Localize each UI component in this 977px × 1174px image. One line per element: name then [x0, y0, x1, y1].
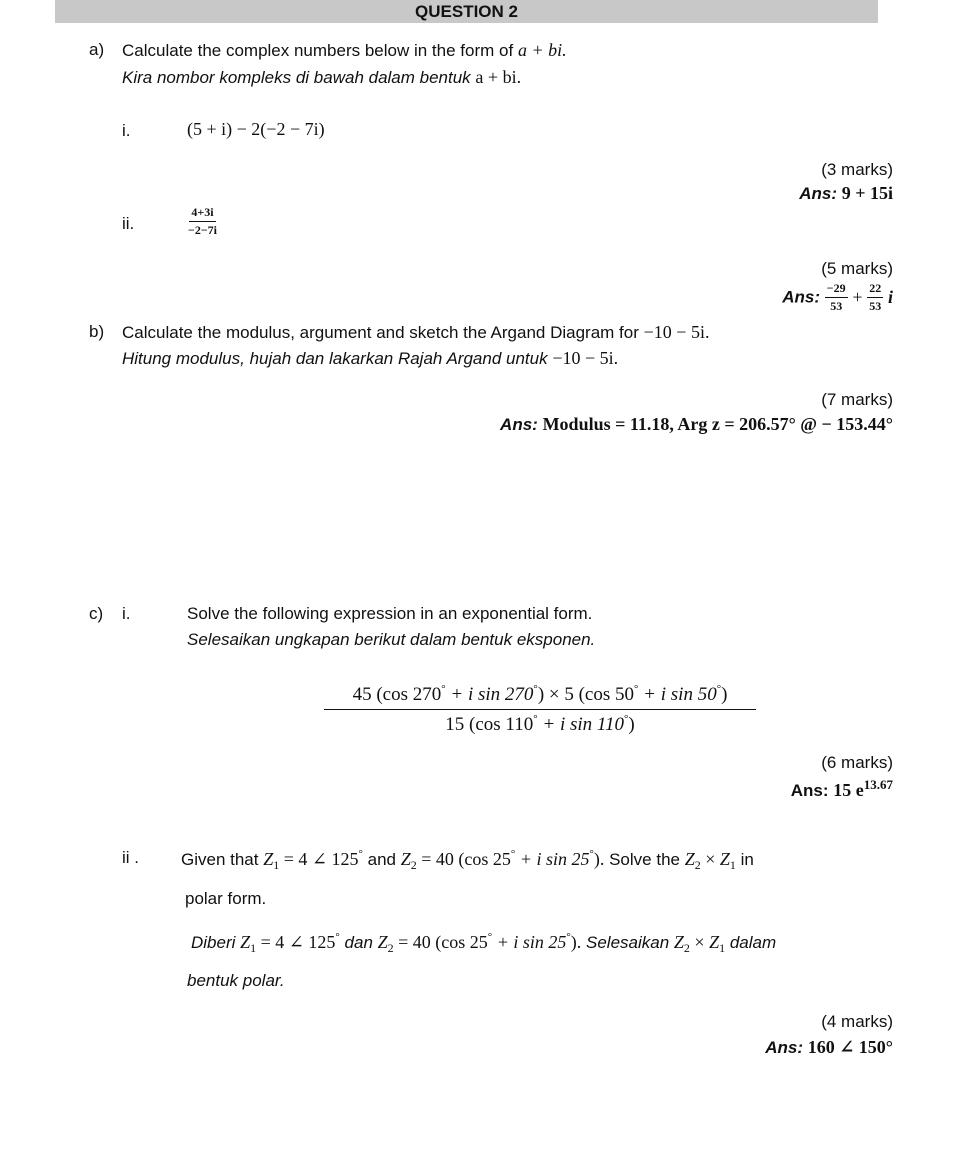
- part-b-instruction-my: [122, 348, 618, 369]
- part-a-form-expr-my: a + bi.: [475, 67, 522, 87]
- part-a-form-expr: a + bi.: [517, 40, 567, 60]
- part-b-answer: Modulus = 11.18, Arg z = 206.57° @ − 153.44°: [542, 414, 893, 434]
- part-c-i-marks: (6 marks): [821, 753, 893, 772]
- part-a-i-answer-line: [799, 183, 893, 204]
- part-b-ans-prefix: Ans:: [500, 415, 538, 434]
- part-a-ii-label: ii.: [122, 214, 135, 233]
- part-c-ii-answer-line: [765, 1037, 893, 1058]
- part-a-label: a): [89, 40, 105, 59]
- part-c-ii-ans-prefix: Ans:: [765, 1038, 803, 1057]
- part-c-i-answer-base: 15 e: [833, 780, 864, 800]
- part-a-i-marks: (3 marks): [821, 160, 893, 179]
- part-b-instruction-en-text: Calculate the modulus, argument and sketch the Argand Diagram for: [122, 323, 639, 342]
- part-c-ii-label: ii .: [122, 848, 139, 867]
- part-c-ii-line-my: Diberi $Z_1 = 4$ ∠ 125° dan $Z_2 = 40$ (cos 25° + i sin 25°). Selesaikan $Z_2 \times Z_1$ dalam: [191, 931, 777, 955]
- part-a-ii-numerator: 4+3i: [189, 205, 215, 222]
- part-c-i-ans-prefix: Ans:: [790, 781, 829, 800]
- part-a-ii-answer-num2: 22: [867, 281, 883, 298]
- part-c-ii-line2: polar form.: [185, 889, 267, 908]
- part-c-i-answer-exponent: 13.67: [863, 777, 893, 792]
- part-a-instruction-my-text: Kira nombor kompleks di bawah dalam bentuk: [122, 68, 471, 87]
- part-c-ii-answer: 160 ∠ 150°: [807, 1037, 893, 1057]
- part-c-ii-marks: (4 marks): [821, 1012, 893, 1031]
- part-a-ii-denominator: −2−7i: [188, 223, 218, 237]
- part-a-ii-answer-den1: 53: [830, 299, 843, 313]
- part-b-instruction-my-text: Hitung modulus, hujah dan lakarkan Rajah Argand untuk: [122, 349, 548, 368]
- part-c-i-numerator: 45 (cos 270° + i sin 270°) × 5 (cos 50° + i sin 50°): [324, 683, 756, 710]
- part-a-i-ans-prefix: Ans:: [799, 184, 837, 203]
- part-a-instruction-en-text: Calculate the complex numbers below in the form of: [122, 41, 514, 60]
- part-b-number-expr: −10 − 5i.: [643, 322, 710, 342]
- part-a-instruction-en: [122, 40, 567, 61]
- part-c-label: c): [89, 604, 104, 623]
- part-c-i-answer-line: [791, 777, 893, 801]
- part-a-ii-ans-prefix: Ans:: [782, 287, 821, 307]
- part-a-ii-answer-line: [782, 281, 893, 314]
- part-c-i-instruction-my: Selesaikan ungkapan berikut dalam bentuk eksponen.: [187, 630, 596, 649]
- question-header: QUESTION 2: [55, 0, 878, 23]
- part-a-i-label: i.: [122, 121, 131, 140]
- part-a-ii-marks: (5 marks): [821, 259, 893, 278]
- part-b-label: b): [89, 322, 105, 341]
- part-a-ii-answer-num1: −29: [825, 281, 848, 298]
- part-a-ii-answer-den2: 53: [869, 299, 882, 313]
- part-c-i-instruction-en: Solve the following expression in an exponential form.: [187, 604, 593, 623]
- part-a-instruction-my: [122, 67, 521, 88]
- part-a-ii-answer-i: i: [887, 287, 893, 307]
- part-a-i-answer: 9 + 15i: [841, 183, 893, 203]
- part-b-number-expr-my: −10 − 5i.: [552, 348, 619, 368]
- part-c-ii-line1: Given that $Z_1 = 4$ ∠ 125° and $Z_2 = 40$ (cos 25° + i sin 25°). Solve the $Z_2 \times Z_1$ in: [181, 848, 754, 872]
- part-c-i-denominator: 15 (cos 110° + i sin 110°): [445, 713, 635, 735]
- part-a-ii-answer-plus: +: [852, 287, 863, 307]
- part-b-instruction-en: [122, 322, 709, 343]
- part-b-answer-line: [500, 414, 893, 435]
- part-b-marks: (7 marks): [821, 390, 893, 409]
- part-a-ii-fraction: [186, 205, 219, 238]
- part-a-i-expression: (5 + i) − 2(−2 − 7i): [187, 119, 325, 139]
- part-c-i-expression: [324, 683, 756, 736]
- part-c-i-label: i.: [122, 604, 131, 623]
- part-c-ii-line-my2: bentuk polar.: [187, 971, 285, 990]
